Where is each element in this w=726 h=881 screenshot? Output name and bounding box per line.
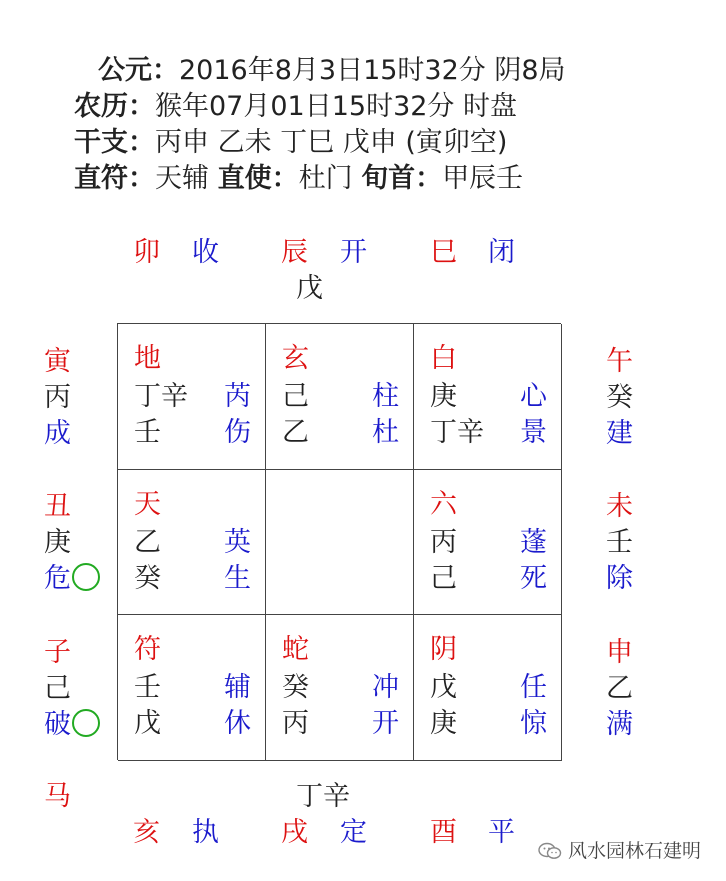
circle-icon xyxy=(72,709,100,737)
right-jian-1: 建 xyxy=(606,418,633,449)
nine-palace-grid xyxy=(117,323,561,760)
palace-star: 英 xyxy=(224,526,251,558)
palace-earth-stem: 乙 xyxy=(282,417,309,448)
palace-cell xyxy=(118,324,266,470)
palace-door: 杜 xyxy=(372,417,399,448)
bottom-jian-1: 执 xyxy=(192,817,219,848)
top-branch-1: 卯 xyxy=(133,237,160,268)
palace-earth-stem: 丙 xyxy=(282,708,309,740)
top-jian-3: 闭 xyxy=(488,237,515,268)
left-branch-1: 寅 xyxy=(44,346,71,377)
palace-god: 天 xyxy=(134,488,161,520)
palace-star: 蓬 xyxy=(520,526,547,558)
header-ganzhi xyxy=(74,126,507,160)
palace-star: 任 xyxy=(520,672,547,704)
left-jian-3-wrap xyxy=(44,708,100,742)
palace-earth-stem: 戊 xyxy=(134,708,161,740)
zhishi-value: 杜门 xyxy=(298,163,353,194)
gongyuan-value: 2016年8月3日15时32分 阴8局 xyxy=(179,55,566,86)
zhishi-label: 直使： xyxy=(217,163,299,194)
palace-star: 柱 xyxy=(372,381,399,412)
palace-cell xyxy=(118,615,266,761)
palace-cell xyxy=(266,615,414,761)
right-branch-3: 申 xyxy=(606,637,633,668)
palace-door: 开 xyxy=(372,708,399,740)
left-jian-2: 危 xyxy=(44,563,71,594)
ganzhi-label: 干支： xyxy=(74,127,155,158)
left-stem-3: 己 xyxy=(44,673,71,704)
palace-door: 死 xyxy=(520,562,547,594)
palace-god: 符 xyxy=(134,634,161,666)
right-stem-1: 癸 xyxy=(606,382,633,413)
top-jian-2: 开 xyxy=(340,237,367,268)
nongli-value: 猴年07月01日15时32分 时盘 xyxy=(155,91,518,122)
palace-door: 休 xyxy=(224,708,251,740)
palace-cell xyxy=(414,470,562,616)
left-jian-1: 成 xyxy=(44,418,71,449)
palace-god: 阴 xyxy=(430,634,457,666)
top-extra-stem: 戊 xyxy=(296,273,323,304)
gongyuan-label: 公元： xyxy=(98,55,179,86)
bottom-extra-stem: 丁辛 xyxy=(296,781,350,812)
palace-heaven-stem: 壬 xyxy=(134,672,161,704)
left-stem-1: 丙 xyxy=(44,382,71,413)
top-branch-2: 辰 xyxy=(281,237,308,268)
palace-heaven-stem: 癸 xyxy=(282,672,309,704)
right-branch-2: 未 xyxy=(606,491,633,522)
palace-star: 心 xyxy=(520,381,547,412)
xunshou-value: 甲辰壬 xyxy=(442,163,524,194)
palace-heaven-stem: 丁辛 xyxy=(134,381,188,412)
nongli-label: 农历： xyxy=(74,91,155,122)
palace-star: 辅 xyxy=(224,672,251,704)
palace-door: 伤 xyxy=(224,417,251,448)
palace-earth-stem: 丁辛 xyxy=(430,417,484,448)
header-gongyuan xyxy=(98,54,566,88)
left-branch-3: 子 xyxy=(44,637,71,668)
palace-door: 惊 xyxy=(520,708,547,740)
wechat-icon xyxy=(538,842,562,860)
palace-heaven-stem: 己 xyxy=(282,381,309,412)
palace-god: 蛇 xyxy=(282,634,309,666)
palace-earth-stem: 己 xyxy=(430,562,457,594)
right-branch-1: 午 xyxy=(606,346,633,377)
header-nongli xyxy=(74,90,517,124)
bottom-branch-3: 酉 xyxy=(430,817,457,848)
palace-cell xyxy=(118,470,266,616)
palace-cell xyxy=(266,324,414,470)
zhifu-label: 直符： xyxy=(74,163,155,194)
ganzhi-value: 丙申 乙未 丁巳 戊申 (寅卯空) xyxy=(155,127,508,158)
palace-cell xyxy=(414,615,562,761)
palace-earth-stem: 庚 xyxy=(430,708,457,740)
palace-star: 冲 xyxy=(372,672,399,704)
palace-cell xyxy=(414,324,562,470)
palace-door: 生 xyxy=(224,562,251,594)
horse-marker: 马 xyxy=(44,781,71,812)
palace-earth-stem: 壬 xyxy=(134,417,161,448)
right-stem-2: 壬 xyxy=(606,527,633,558)
right-stem-3: 乙 xyxy=(606,673,633,704)
circle-icon xyxy=(72,563,100,591)
palace-heaven-stem: 庚 xyxy=(430,381,457,412)
palace-heaven-stem: 乙 xyxy=(134,526,161,558)
left-jian-2-wrap xyxy=(44,562,100,596)
xunshou-label: 旬首： xyxy=(361,163,443,194)
palace-god: 地 xyxy=(134,343,161,374)
palace-cell-center xyxy=(266,470,414,616)
palace-god: 白 xyxy=(430,343,457,374)
left-branch-2: 丑 xyxy=(44,491,71,522)
palace-heaven-stem: 丙 xyxy=(430,526,457,558)
palace-heaven-stem: 戊 xyxy=(430,672,457,704)
right-jian-3: 满 xyxy=(606,709,633,740)
palace-god: 玄 xyxy=(282,343,309,374)
top-jian-1: 收 xyxy=(192,237,219,268)
bottom-branch-2: 戌 xyxy=(281,817,308,848)
palace-door: 景 xyxy=(520,417,547,448)
left-stem-2: 庚 xyxy=(44,527,71,558)
watermark xyxy=(538,836,701,863)
top-branch-3: 巳 xyxy=(430,237,457,268)
left-jian-3: 破 xyxy=(44,709,71,740)
watermark-text: 风水园林石建明 xyxy=(568,840,702,862)
header-zhifu-line xyxy=(74,162,523,196)
palace-star: 芮 xyxy=(224,381,251,412)
zhifu-value: 天辅 xyxy=(155,163,209,194)
palace-god: 六 xyxy=(430,488,457,520)
right-jian-2: 除 xyxy=(606,563,633,594)
bottom-jian-2: 定 xyxy=(340,817,367,848)
bottom-branch-1: 亥 xyxy=(133,817,160,848)
bottom-jian-3: 平 xyxy=(488,817,515,848)
palace-earth-stem: 癸 xyxy=(134,562,161,594)
